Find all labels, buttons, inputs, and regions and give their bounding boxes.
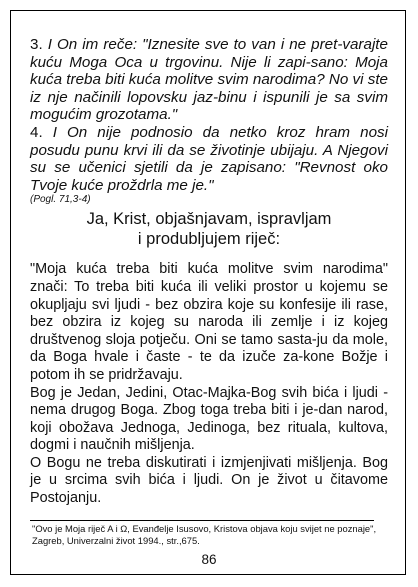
page-content — [30, 36, 388, 508]
verse-3-text: I On im reče: "Iznesite sve to van i ne pret-varajte kuću Moga Oca u trgovinu. Nije li zapi-sano: Moja kuća treba biti kuća molitve svim narodima? No vi ste iz nje načinili lopovsku jaz-binu i ispunili je sa svim mogućim grozotama." — [30, 36, 388, 124]
footnote-divider — [30, 520, 374, 521]
section-heading — [30, 209, 388, 249]
heading-line-1: Ja, Krist, objašnjavam, ispravljam — [86, 210, 332, 229]
commentary-paragraph-1: "Moja kuća treba biti kuća molitve svim narodima" znači: To treba biti kuća ili veliki prostor u kojemu se okupljaju svi ljudi - bez obzira koje su konfesije ili rase, bez obzira iz kojeg su naroda ili zemlje i iz kojeg društvenog sloja potječu. Oni se tamo sasta-ju da mole, da Boga hvale i časte - te da izuče za-kone Božje i potom ih se pridržavaju. — [30, 261, 388, 383]
verse-3 — [30, 36, 388, 124]
heading-line-2: i produbljujem riječ: — [137, 230, 281, 249]
page-number: 86 — [201, 552, 217, 567]
citation: (Pogl. 71,3-4) — [30, 194, 91, 206]
footnote: "Ovo je Moja riječ A i Ω, Evanđelje Isusovo, Kristova objava koju svijet ne poznaje", Zagreb, Univerzalni život 1994., str.,675. — [32, 523, 377, 546]
commentary-paragraph-2: Bog je Jedan, Jedini, Otac-Majka-Bog svih bića i ljudi - nema drugog Boga. Zbog toga treba biti i je-dan narod, koji obožava Jednoga, Jedinoga, bez rituala, kultova, dogmi i naučnih mišljenja. — [30, 384, 388, 454]
commentary-paragraph-3: O Bogu ne treba diskutirati i izmjenjivati mišljenja. Bog je u srcima svih bića i ljudi. On je život u čitavome Postojanju. — [30, 454, 388, 507]
verse-3-number: 3. — [30, 36, 43, 53]
verse-4-number: 4. — [30, 123, 43, 141]
verse-4 — [30, 124, 388, 194]
verse-4-text: I On nije podnosio da netko kroz hram nosi posudu punu krvi ili da se životinje ubijaju. A Njegovi su se učenici sjetili da je zapisano: "Revnost oko Tvoje kuće proždrla me je." — [30, 123, 388, 194]
